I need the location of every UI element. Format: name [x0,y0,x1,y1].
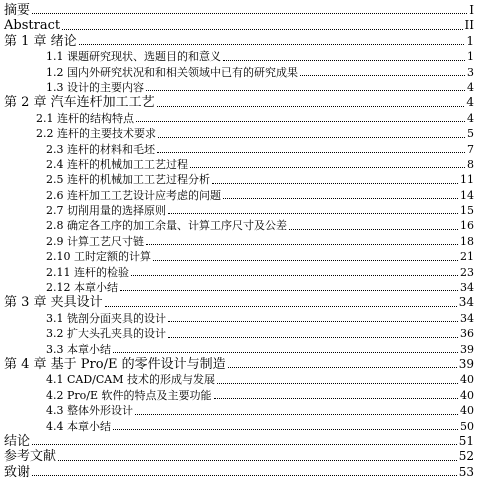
toc-leader-dots [223,59,465,61]
toc-leader-dots [62,28,462,30]
toc-leader-dots [157,151,465,153]
toc-page-number: 34 [458,295,474,310]
toc-entry-title: 2.11 连杆的检验 [46,265,129,279]
toc-leader-dots [146,89,465,91]
toc-page-number: II [464,18,474,33]
toc-page-number: 16 [460,219,474,233]
toc-page-number: 51 [458,433,474,448]
toc-entry-title: 2.4 连杆的机械加工工艺过程 [46,157,188,171]
toc-section-entry[interactable] [0,172,480,187]
toc-leader-dots [168,212,458,214]
toc-leader-dots [113,428,458,430]
toc-page-number: 3 [467,65,474,79]
toc-leader-dots [217,382,458,384]
toc-entry-title: 2.5 连杆的机械加工工艺过程分析 [46,173,210,187]
toc-section-entry[interactable] [0,372,480,387]
toc-page-number: 36 [460,327,474,341]
toc-entry-title: 4.4 本章小结 [46,419,111,433]
toc-leader-dots [113,351,458,353]
toc-entry-title: 3.2 扩大头孔夹具的设计 [46,327,166,341]
toc-entry-title: 摘要 [4,2,31,18]
toc-page-number: 52 [458,449,474,464]
toc-entry-title: 第 4 章 基于 Pro/E 的零件设计与制造 [4,356,226,372]
toc-entry-title: 2.9 计算工艺尺寸链 [46,234,144,248]
toc-section-entry[interactable] [0,218,480,233]
toc-entry-title: 2.2 连杆的主要技术要求 [36,127,156,141]
toc-page-number: 40 [460,373,474,387]
toc-leader-dots [153,259,458,261]
toc-page-number: 39 [458,356,474,371]
toc-page-number: 7 [467,142,474,156]
toc-entry-title: 第 2 章 汽车连杆加工工艺 [4,95,155,111]
toc-section-entry[interactable] [0,388,480,403]
toc-page-number: 39 [460,342,474,356]
toc-leader-dots [214,397,458,399]
toc-entry-title: 第 3 章 夹具设计 [4,295,103,311]
toc-leader-dots [168,336,458,338]
toc-entry-title: 2.6 连杆加工工艺设计应考虑的问题 [46,188,221,202]
toc-page-number: 40 [460,388,474,402]
toc-section-entry[interactable] [0,111,480,126]
toc-section-entry[interactable] [0,49,480,64]
toc-section-entry[interactable] [0,280,480,295]
toc-entry-title: 2.8 确定各工序的加工余量、计算工序尺寸及公差 [46,219,287,233]
toc-entry-title: 4.3 整体外形设计 [46,404,133,418]
toc-section-entry[interactable] [0,342,480,357]
toc-leader-dots [32,443,457,445]
toc-entry-title: 4.1 CAD/CAM 技术的形成与发展 [46,373,215,387]
toc-entry-title: 1.3 设计的主要内容 [46,80,144,94]
toc-entry-title: Abstract [4,18,61,34]
toc-entry-title: 4.2 Pro/E 软件的特点及主要功能 [46,388,212,402]
toc-page-number: 15 [460,204,474,218]
toc-page-number: I [469,2,474,17]
toc-section-entry[interactable] [0,403,480,418]
toc-leader-dots [146,243,458,245]
toc-page-number: 50 [460,419,474,433]
toc-leader-dots [289,228,458,230]
toc-page-number: 23 [460,265,474,279]
toc-section-entry[interactable] [0,311,480,326]
toc-entry-title: 致谢 [4,464,31,480]
toc-entry-title: 2.1 连杆的结构特点 [36,111,134,125]
toc-leader-dots [120,289,458,291]
toc-section-entry[interactable] [0,142,480,157]
toc-entry-title: 1.2 国内外研究状况和和相关领域中已有的研究成果 [46,65,298,79]
toc-entry-title: 2.10 工时定额的计算 [46,250,151,264]
toc-leader-dots [32,12,467,14]
toc-page-number: 11 [460,173,474,187]
toc-leader-dots [228,366,457,368]
toc-entry-title: 3.3 本章小结 [46,342,111,356]
toc-chapter-entry[interactable] [0,465,480,480]
toc-leader-dots [300,74,465,76]
toc-leader-dots [79,43,465,45]
toc-page-number: 1 [467,50,474,64]
toc-leader-dots [212,182,458,184]
toc-chapter-entry[interactable] [0,449,480,464]
toc-leader-dots [168,320,458,322]
toc-entry-title: 第 1 章 绪论 [4,33,77,49]
toc-section-entry[interactable] [0,65,480,80]
toc-page-number: 53 [458,464,474,479]
toc-page-number: 40 [460,404,474,418]
toc-page-number: 5 [467,127,474,141]
toc-page-number: 14 [460,188,474,202]
toc-leader-dots [136,120,465,122]
toc-leader-dots [32,474,457,476]
toc-chapter-entry[interactable] [0,295,480,310]
toc-page-number: 18 [460,234,474,248]
toc-chapter-entry[interactable] [0,95,480,110]
toc-leader-dots [223,197,458,199]
toc-chapter-entry[interactable] [0,18,480,33]
toc-chapter-entry[interactable] [0,3,480,18]
toc-page-number: 34 [460,311,474,325]
toc-entry-title: 结论 [4,433,31,449]
toc-entry-title: 2.7 切削用量的选择原则 [46,204,166,218]
toc-page-number: 1 [466,33,474,48]
toc-section-entry[interactable] [0,203,480,218]
toc-section-entry[interactable] [0,126,480,141]
toc-chapter-entry[interactable] [0,34,480,49]
toc-page-number: 4 [467,111,474,125]
toc-page-number: 34 [460,281,474,295]
toc-entry-title: 参考文献 [4,449,57,465]
toc-section-entry[interactable] [0,249,480,264]
toc-leader-dots [135,413,458,415]
toc-entry-title: 2.12 本章小结 [46,281,118,295]
toc-leader-dots [190,166,465,168]
toc-leader-dots [157,105,465,107]
toc-section-entry[interactable] [0,265,480,280]
toc-leader-dots [58,459,457,461]
toc-chapter-entry[interactable] [0,357,480,372]
toc-section-entry[interactable] [0,234,480,249]
toc-leader-dots [105,305,457,307]
toc-page-number: 8 [467,157,474,171]
toc-leader-dots [131,274,458,276]
toc-page-number: 21 [460,250,474,264]
toc-entry-title: 1.1 课题研究现状、选题目的和意义 [46,50,221,64]
toc-section-entry[interactable] [0,80,480,95]
toc-section-entry[interactable] [0,188,480,203]
toc-page-number: 4 [467,80,474,94]
toc-section-entry[interactable] [0,157,480,172]
toc-entry-title: 2.3 连杆的材料和毛坯 [46,142,155,156]
toc-section-entry[interactable] [0,419,480,434]
toc-entry-title: 3.1 铣剖分面夹具的设计 [46,311,166,325]
toc-leader-dots [158,136,465,138]
toc-section-entry[interactable] [0,326,480,341]
toc-chapter-entry[interactable] [0,434,480,449]
toc-page-number: 4 [466,95,474,110]
